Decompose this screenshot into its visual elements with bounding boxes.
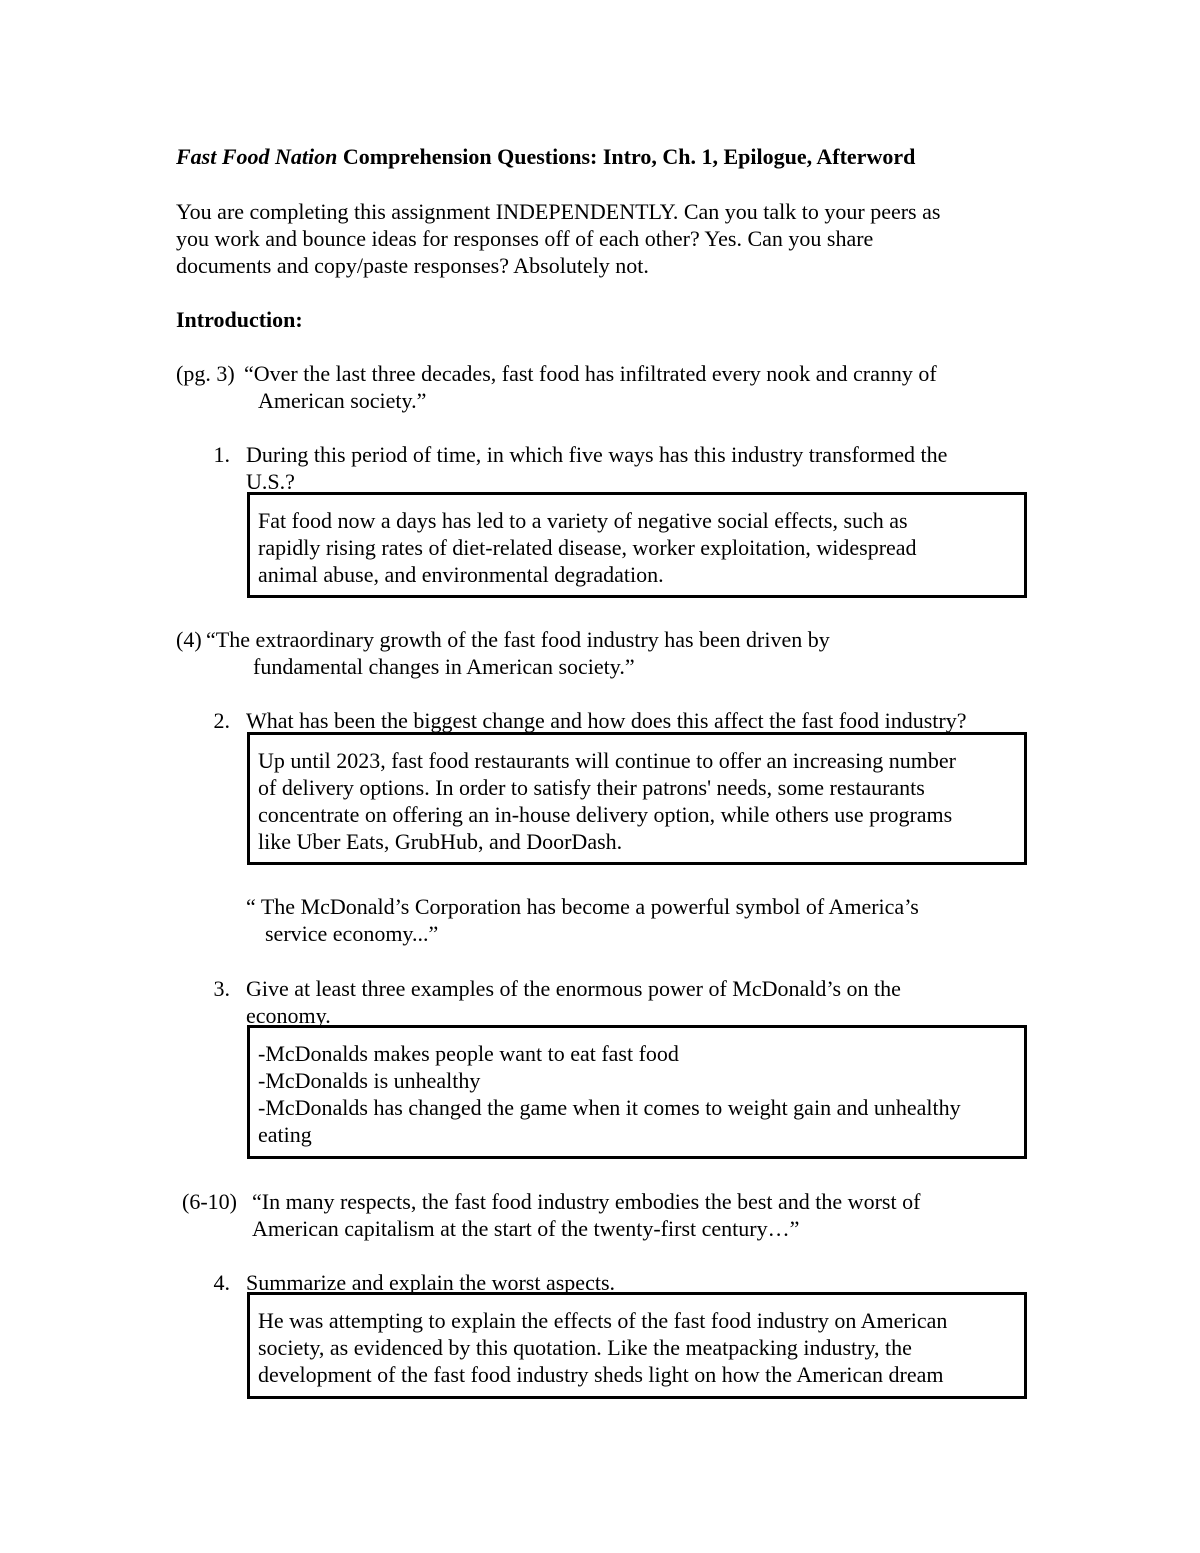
answer-line: development of the fast food industry sheds light on how the American dream xyxy=(258,1362,944,1387)
answer-line: Up until 2023, fast food restaurants will continue to offer an increasing number xyxy=(258,748,956,773)
answer-line: -McDonalds is unhealthy xyxy=(258,1068,481,1093)
quote-ref: (pg. 3) xyxy=(176,361,235,386)
question-number: 3. xyxy=(213,976,230,1001)
title-rest: Comprehension Questions: Intro, Ch. 1, Epilogue, Afterword xyxy=(337,144,916,169)
question-text: U.S.? xyxy=(246,469,295,494)
question-text: What has been the biggest change and how does this affect the fast food industry? xyxy=(246,708,967,733)
answer-line: rapidly rising rates of diet-related disease, worker exploitation, widespread xyxy=(258,535,917,560)
question-text: Give at least three examples of the enormous power of McDonald’s on the xyxy=(246,976,901,1001)
quote-line: “In many respects, the fast food industry embodies the best and the worst of xyxy=(252,1189,921,1214)
instructions xyxy=(176,198,940,279)
quote-line: “ The McDonald’s Corporation has become a powerful symbol of America’s xyxy=(246,894,919,919)
quote-line: American society.” xyxy=(258,388,427,413)
quote-ref: (4) xyxy=(176,627,202,652)
answer-line: -McDonalds makes people want to eat fast food xyxy=(258,1041,679,1066)
answer-line: society, as evidenced by this quotation. Like the meatpacking industry, the xyxy=(258,1335,912,1360)
question-text: Summarize and explain the worst aspects. xyxy=(246,1270,616,1295)
answer-line: -McDonalds has changed the game when it comes to weight gain and unhealthy xyxy=(258,1095,961,1120)
answer-box[interactable] xyxy=(247,1025,1027,1159)
section-heading: Introduction: xyxy=(176,307,303,332)
answer-line: Fat food now a days has led to a variety of negative social effects, such as xyxy=(258,508,908,533)
quote-ref: (6-10) xyxy=(182,1189,237,1214)
quote-line: “The extraordinary growth of the fast food industry has been driven by xyxy=(206,627,830,652)
answer-line: of delivery options. In order to satisfy their patrons' needs, some restaurants xyxy=(258,775,925,800)
instructions-line: You are completing this assignment INDEPENDENTLY. Can you talk to your peers as xyxy=(176,199,941,224)
question-text: economy. xyxy=(246,1003,331,1028)
answer-line: He was attempting to explain the effects of the fast food industry on American xyxy=(258,1308,948,1333)
answer-line: animal abuse, and environmental degradation. xyxy=(258,562,664,587)
question-number: 4. xyxy=(213,1270,230,1295)
book-title: Fast Food Nation xyxy=(176,144,338,169)
answer-box[interactable] xyxy=(247,1292,1027,1399)
answer-line: concentrate on offering an in-house delivery option, while others use programs xyxy=(258,802,953,827)
question-number: 2. xyxy=(213,708,230,733)
quote-line: service economy...” xyxy=(265,921,439,946)
answer-line: like Uber Eats, GrubHub, and DoorDash. xyxy=(258,829,623,854)
instructions-line: you work and bounce ideas for responses off of each other? Yes. Can you share xyxy=(176,226,874,251)
instructions-line: documents and copy/paste responses? Absolutely not. xyxy=(176,253,649,278)
quote-line: American capitalism at the start of the twenty-first century…” xyxy=(252,1216,800,1241)
question-number: 1. xyxy=(213,442,230,467)
answer-box[interactable] xyxy=(247,492,1027,598)
question-text: During this period of time, in which five ways has this industry transformed the xyxy=(246,442,948,467)
answer-line: eating xyxy=(258,1122,312,1147)
page-title xyxy=(176,143,915,170)
quote-line: “Over the last three decades, fast food has infiltrated every nook and cranny of xyxy=(244,361,937,386)
answer-box[interactable] xyxy=(247,732,1027,865)
quote-line: fundamental changes in American society.” xyxy=(253,654,635,679)
